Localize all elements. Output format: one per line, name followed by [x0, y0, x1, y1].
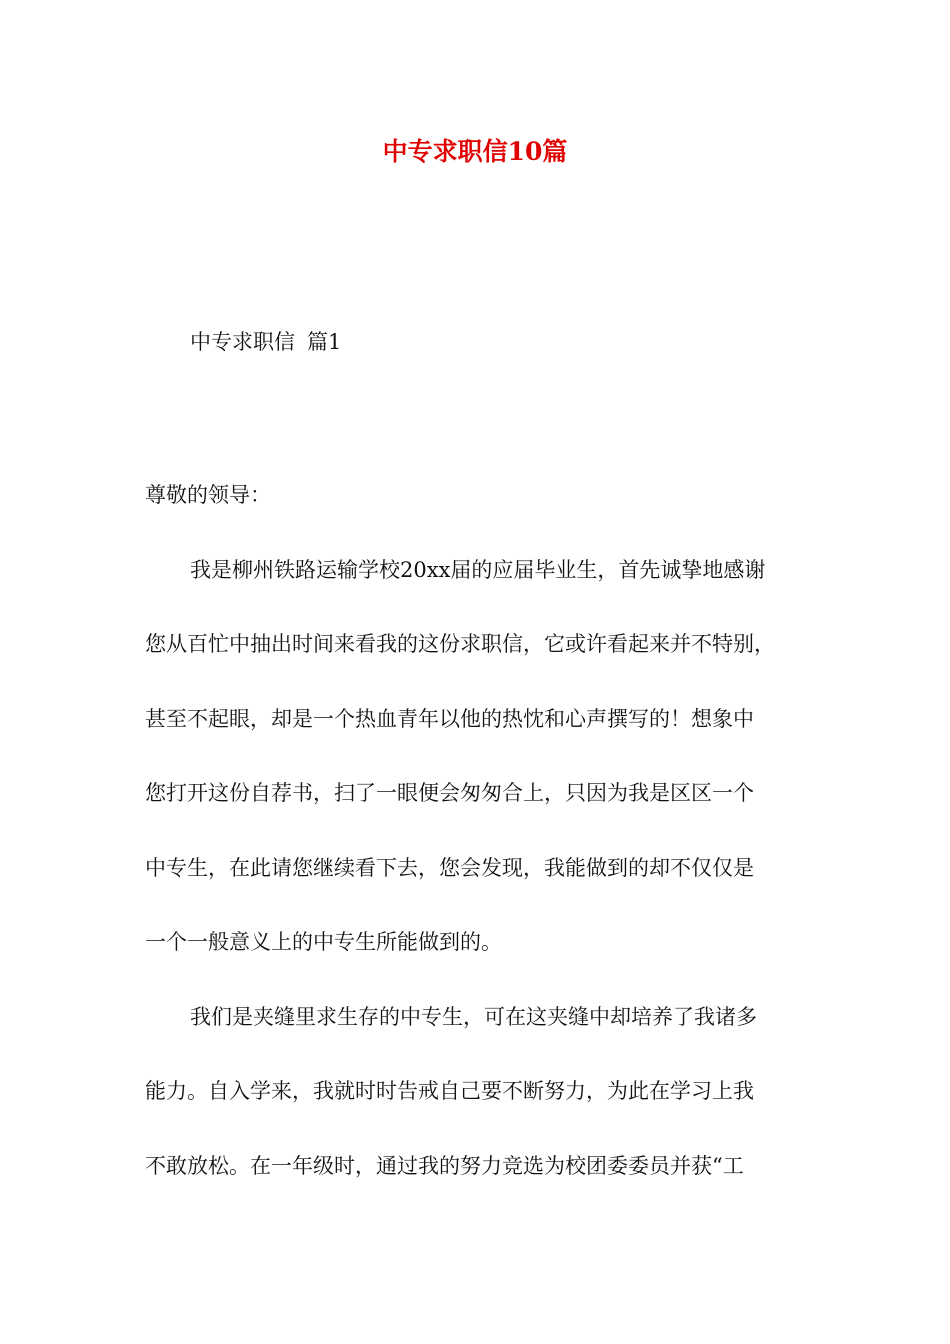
paragraph-line: 一个一般意义上的中专生所能做到的。 [145, 930, 502, 954]
paragraph-line: 我是柳州铁路运输学校20xx届的应届毕业生，首先诚挚地感谢 [190, 557, 766, 582]
paragraph-line: 甚至不起眼，却是一个热血青年以他的热忱和心声撰写的！想象中 [145, 706, 754, 731]
letter-body [145, 475, 835, 1220]
section-heading-number: 篇1 [307, 330, 342, 354]
paragraph-line: 能力。自入学来，我就时时告戒自己要不断努力，为此在学习上我 [145, 1079, 754, 1103]
salutation: 尊敬的领导： [145, 483, 271, 507]
document-title: 中专求职信10篇 [382, 137, 568, 166]
section-heading-label: 中专求职信 [190, 330, 295, 354]
paragraph-line: 中专生，在此请您继续看下去，您会发现，我能做到的却不仅仅是 [145, 855, 754, 880]
section-heading [190, 322, 341, 362]
paragraph-line: 我们是夹缝里求生存的中专生，可在这夹缝中却培养了我诸多 [190, 1004, 757, 1029]
paragraph-line: 您从百忙中抽出时间来看我的这份求职信，它或许看起来并不特别， [145, 632, 775, 656]
paragraph-line: 您打开这份自荐书，扫了一眼便会匆匆合上，只因为我是区区一个 [145, 781, 754, 805]
paragraph-line: 不敢放松。在一年级时，通过我的努力竞选为校团委委员并获“工 [145, 1153, 744, 1178]
